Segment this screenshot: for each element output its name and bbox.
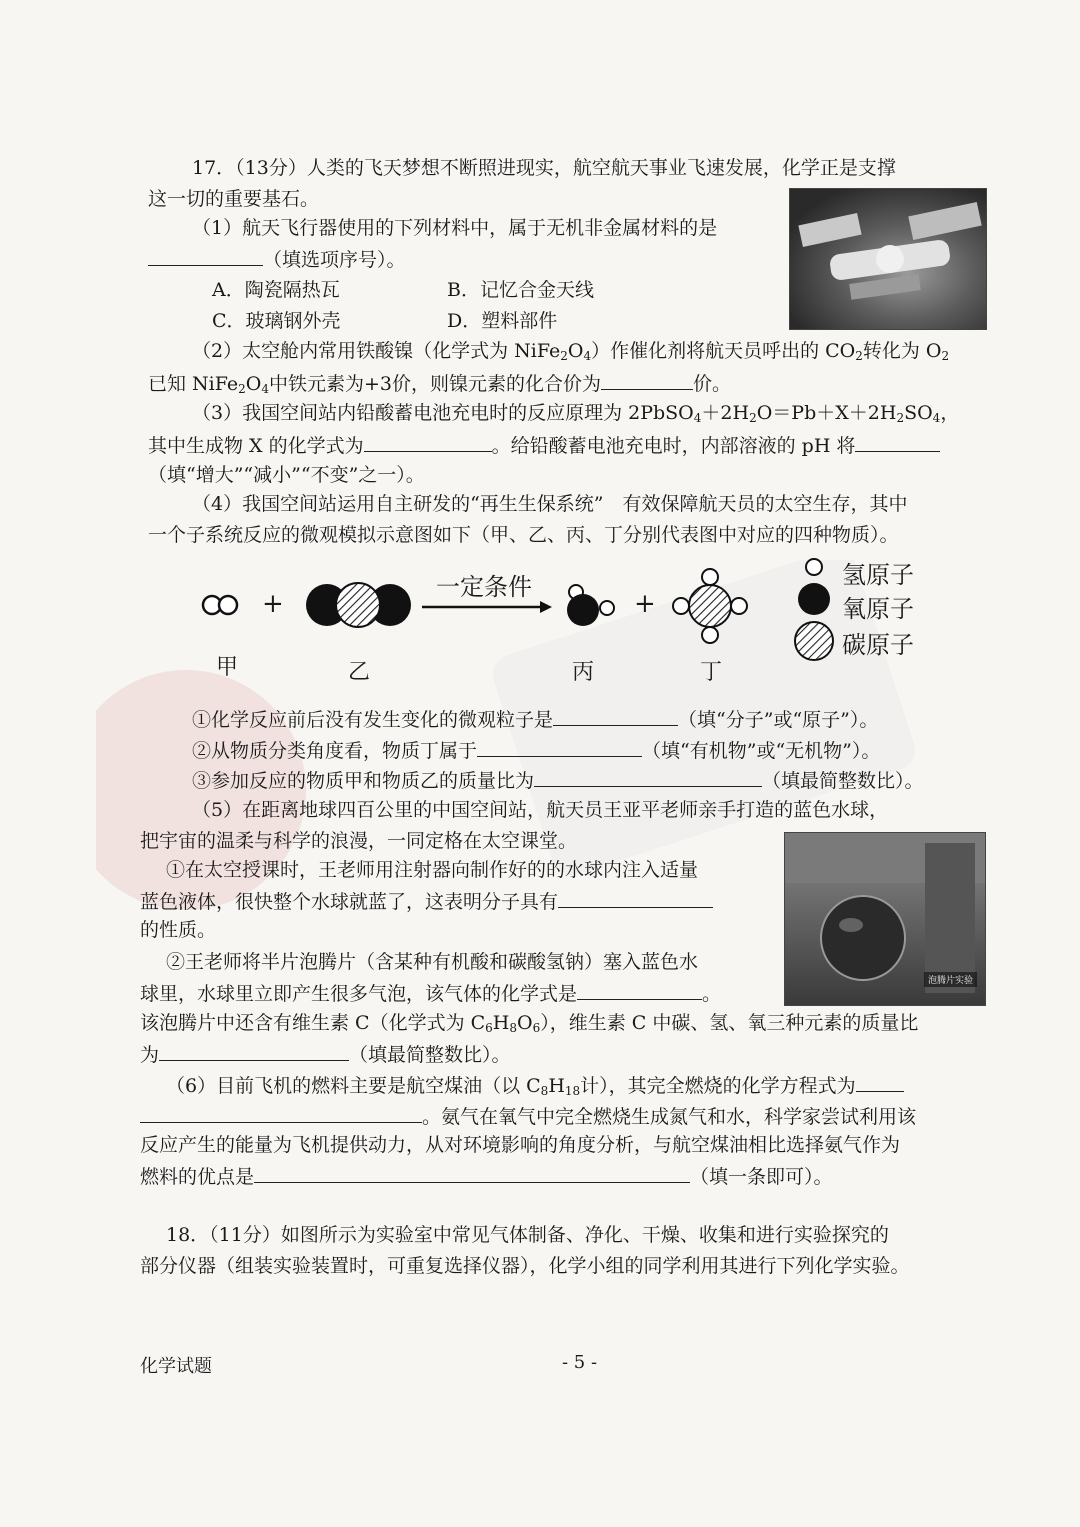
answer-blank-1[interactable] — [148, 245, 263, 266]
q17-part5-line2: 把宇宙的温柔与科学的浪漫，一同定格在太空课堂。 — [140, 830, 578, 852]
q17-part1-line1: （1）航天飞行器使用的下列材料中，属于无机非金属材料的是 — [192, 217, 718, 239]
q17-part3-line1: （3）我国空间站内铅酸蓄电池充电时的反应原理为 $2PbSO_4+2H_2O=Pb+X+2H_2SO_4$， — [192, 402, 960, 425]
label-yi: 乙 — [348, 660, 371, 685]
q17-part5-q2-line3: 该泡腾片中还含有维生素 C（化学式为 $C_6H_8O_6$），维生素 C 中碳、氢、氧三种元素的质量比 — [140, 1012, 919, 1035]
molecule-bing — [567, 585, 614, 626]
label-bing: 丙 — [572, 660, 595, 685]
answer-blank-5[interactable] — [553, 705, 678, 726]
plus-sign-2: + — [634, 589, 656, 619]
q17-part5-q1-line3: 的性质。 — [140, 919, 217, 941]
q17-part3-line2: 其中生成物 X 的化学式为 。给铅酸蓄电池充电时，内部溶液的 pH 将 — [148, 431, 940, 459]
answer-blank-12[interactable] — [254, 1162, 690, 1183]
q17-intro-line1: 17．（13分）人类的飞天梦想不断照进现实，航空航天事业飞速发展，化学正是支撑 — [192, 157, 896, 179]
q17-part2-line1: （2）太空舱内常用铁酸镍（化学式为 $NiFe_2O_4$）作催化剂将航天员呼出的 $CO_2$转化为 $O_2$ — [192, 340, 950, 363]
answer-blank-9[interactable] — [577, 979, 702, 1000]
q17-part5-q1-line2: 蓝色液体，很快整个水球就蓝了，这表明分子具有 — [140, 887, 713, 915]
label-jia: 甲 — [216, 655, 239, 680]
water-ball-photo — [784, 832, 986, 1006]
q17-part4-line1: （4）我国空间站运用自主研发的“再生生保系统” 有效保障航天员的太空生存，其中 — [192, 493, 908, 515]
q17-part3-line3: （填“增大”“减小”“不变”之一）。 — [148, 464, 425, 486]
q17-part6-line1: （6）目前飞机的燃料主要是航空煤油（以 $C_8H_{18}$计），其完全燃烧的化学方程式为 — [166, 1071, 904, 1099]
option-a: A．陶瓷隔热瓦 — [212, 279, 340, 301]
footer-subject: 化学试题 — [140, 1356, 212, 1377]
answer-blank-7[interactable] — [534, 766, 762, 787]
option-d: D．塑料部件 — [447, 310, 558, 332]
q17-intro-line2: 这一切的重要基石。 — [148, 188, 320, 210]
label-ding: 丁 — [700, 660, 723, 685]
q17-part4-q3: ③参加反应的物质甲和物质乙的质量比为 （填最简整数比）。 — [192, 766, 924, 794]
plus-sign-1: + — [262, 589, 284, 619]
reaction-condition: 一定条件 — [436, 573, 532, 601]
q18-line2: 部分仪器（组装实验装置时，可重复选择仪器），化学小组的同学利用其进行下列化学实验。 — [140, 1255, 910, 1277]
photo-caption: 泡腾片实验 — [924, 972, 977, 987]
q17-part2-line2: 已知 $NiFe_2O_4$中铁元素为+3价，则镍元素的化合价为 价。 — [148, 369, 731, 397]
reaction-diagram — [190, 555, 990, 685]
q17-part5-q2-line4: 为 （填最简整数比）。 — [140, 1040, 511, 1068]
option-c: C．玻璃钢外壳 — [212, 310, 341, 332]
legend-carbon-symbol — [795, 622, 833, 660]
answer-blank-3[interactable] — [364, 431, 492, 452]
q17-part6-line2: 。氨气在氧气中完全燃烧生成氮气和水，科学家尝试利用该 — [140, 1102, 916, 1130]
q17-part4-q2: ②从物质分类角度看，物质丁属于 （填“有机物”或“无机物”）。 — [192, 736, 880, 764]
answer-blank-8[interactable] — [558, 887, 713, 908]
q17-part1-line2 — [148, 245, 406, 273]
legend-hydrogen-symbol — [806, 559, 822, 575]
legend-hydrogen: 氢原子 — [842, 561, 914, 589]
answer-blank-6[interactable] — [477, 736, 642, 757]
q17-part1-hint: （填选项序号）。 — [263, 249, 406, 271]
q17-part5-line1: （5）在距离地球四百公里的中国空间站，航天员王亚平老师亲手打造的蓝色水球， — [192, 799, 889, 821]
answer-blank-4[interactable] — [855, 431, 940, 452]
answer-blank-10[interactable] — [159, 1040, 349, 1061]
reaction-arrow — [422, 601, 552, 613]
q17-part5-q2-line1: ②王老师将半片泡腾片（含某种有机酸和碳酸氢钠）塞入蓝色水 — [166, 951, 699, 973]
legend-oxygen: 氧原子 — [842, 595, 914, 623]
q17-part6-line3: 反应产生的能量为飞机提供动力，从对环境影响的角度分析，与航空煤油相比选择氨气作为 — [140, 1134, 901, 1156]
molecule-yi — [306, 583, 411, 627]
legend-oxygen-symbol — [798, 583, 830, 615]
answer-blank-11-cont[interactable] — [140, 1102, 422, 1123]
q17-part5-q1-line1: ①在太空授课时，王老师用注射器向制作好的的水球内注入适量 — [166, 859, 699, 881]
footer-page-number: - 5 - — [562, 1352, 598, 1373]
molecule-ding — [673, 569, 747, 643]
option-b: B．记忆合金天线 — [447, 279, 594, 301]
q17-part5-q2-line2: 球里，水球里立即产生很多气泡，该气体的化学式是 。 — [140, 979, 721, 1007]
molecule-jia — [203, 596, 237, 614]
q17-part4-q1: ①化学反应前后没有发生变化的微观粒子是 （填“分子”或“原子”）。 — [192, 705, 878, 733]
legend-carbon: 碳原子 — [842, 631, 914, 659]
space-station-photo — [789, 188, 987, 330]
space-station-illustration — [790, 189, 986, 329]
q17-part6-line4: 燃料的优点是 （填一条即可）。 — [140, 1162, 833, 1190]
answer-blank-11[interactable] — [856, 1071, 904, 1092]
answer-blank-2[interactable] — [601, 369, 693, 390]
q18-line1: 18．（11分）如图所示为实验室中常见气体制备、净化、干燥、收集和进行实验探究的 — [166, 1224, 889, 1246]
q17-part4-line2: 一个子系统反应的微观模拟示意图如下（甲、乙、丙、丁分别代表图中对应的四种物质）。 — [148, 524, 899, 546]
